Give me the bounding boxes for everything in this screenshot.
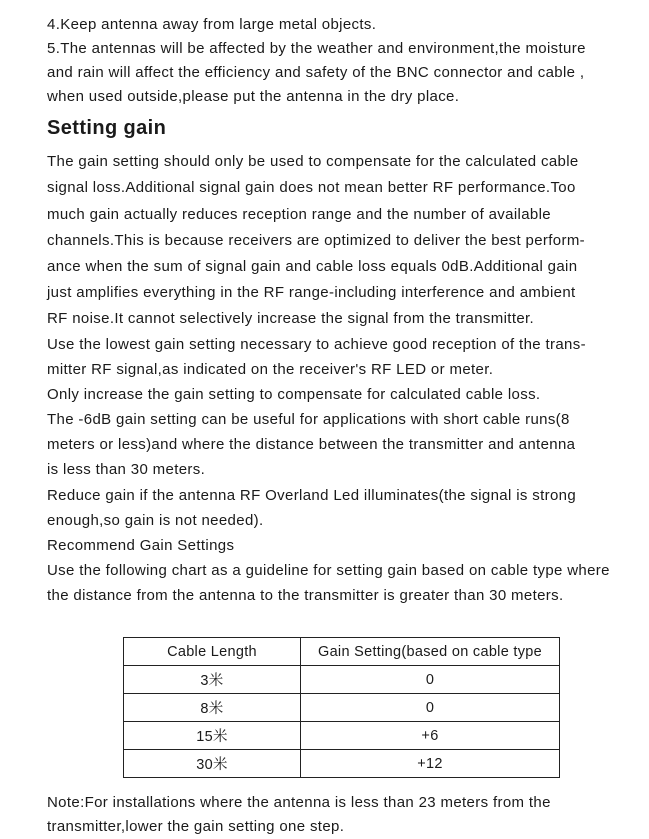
body-line-7: RF noise.It cannot selectively increase the signal from the transmitter. xyxy=(47,310,535,327)
body-line-16: Recommend Gain Settings xyxy=(47,537,235,554)
body-line-6: just amplifies everything in the RF range-including interference and ambient xyxy=(47,284,576,301)
note-line-2: transmitter,lower the gain setting one step. xyxy=(47,818,345,835)
cable-length-cell: 8米 xyxy=(124,694,301,722)
gain-value-cell: 0 xyxy=(301,666,560,694)
cable-length-cell: 3米 xyxy=(124,666,301,694)
body-line-14: Reduce gain if the antenna RF Overland Led illuminates(the signal is strong xyxy=(47,487,577,504)
body-line-9: mitter RF signal,as indicated on the receiver's RF LED or meter. xyxy=(47,361,494,378)
note-line-1: Note:For installations where the antenna is less than 23 meters from the xyxy=(47,794,551,811)
intro-line-2: 5.The antennas will be affected by the weather and environment,the moisture xyxy=(47,40,586,57)
table-row xyxy=(124,722,560,750)
body-line-8: Use the lowest gain setting necessary to achieve good reception of the trans- xyxy=(47,336,586,353)
header-gain-setting: Gain Setting(based on cable type xyxy=(301,638,560,666)
body-line-11: The -6dB gain setting can be useful for applications with short cable runs(8 xyxy=(47,411,570,428)
body-line-4: channels.This is because receivers are optimized to deliver the best perform- xyxy=(47,232,586,249)
body-line-1: The gain setting should only be used to compensate for the calculated cable xyxy=(47,153,579,170)
body-line-10: Only increase the gain setting to compensate for calculated cable loss. xyxy=(47,386,541,403)
body-line-12: meters or less)and where the distance between the transmitter and antenna xyxy=(47,436,576,453)
body-line-17: Use the following chart as a guideline for setting gain based on cable type where xyxy=(47,562,610,579)
body-line-13: is less than 30 meters. xyxy=(47,461,206,478)
gain-value-cell: +12 xyxy=(301,750,560,778)
body-line-18: the distance from the antenna to the transmitter is greater than 30 meters. xyxy=(47,587,564,604)
table-row xyxy=(124,666,560,694)
body-line-15: enough,so gain is not needed). xyxy=(47,512,264,529)
cable-length-cell: 30米 xyxy=(124,750,301,778)
table-row xyxy=(124,750,560,778)
cable-length-cell: 15米 xyxy=(124,722,301,750)
header-cable-length: Cable Length xyxy=(124,638,301,666)
intro-line-1: 4.Keep antenna away from large metal objects. xyxy=(47,16,377,33)
gain-settings-table xyxy=(123,637,560,778)
body-line-5: ance when the sum of signal gain and cable loss equals 0dB.Additional gain xyxy=(47,258,578,275)
intro-line-3: and rain will affect the efficiency and safety of the BNC connector and cable , xyxy=(47,64,585,81)
body-line-3: much gain actually reduces reception range and the number of available xyxy=(47,206,551,223)
gain-value-cell: +6 xyxy=(301,722,560,750)
body-line-2: signal loss.Additional signal gain does not mean better RF performance.Too xyxy=(47,179,576,196)
intro-line-4: when used outside,please put the antenna in the dry place. xyxy=(47,88,460,105)
gain-value-cell: 0 xyxy=(301,694,560,722)
section-heading: Setting gain xyxy=(47,117,167,139)
table-header-row xyxy=(124,638,560,666)
table-row xyxy=(124,694,560,722)
